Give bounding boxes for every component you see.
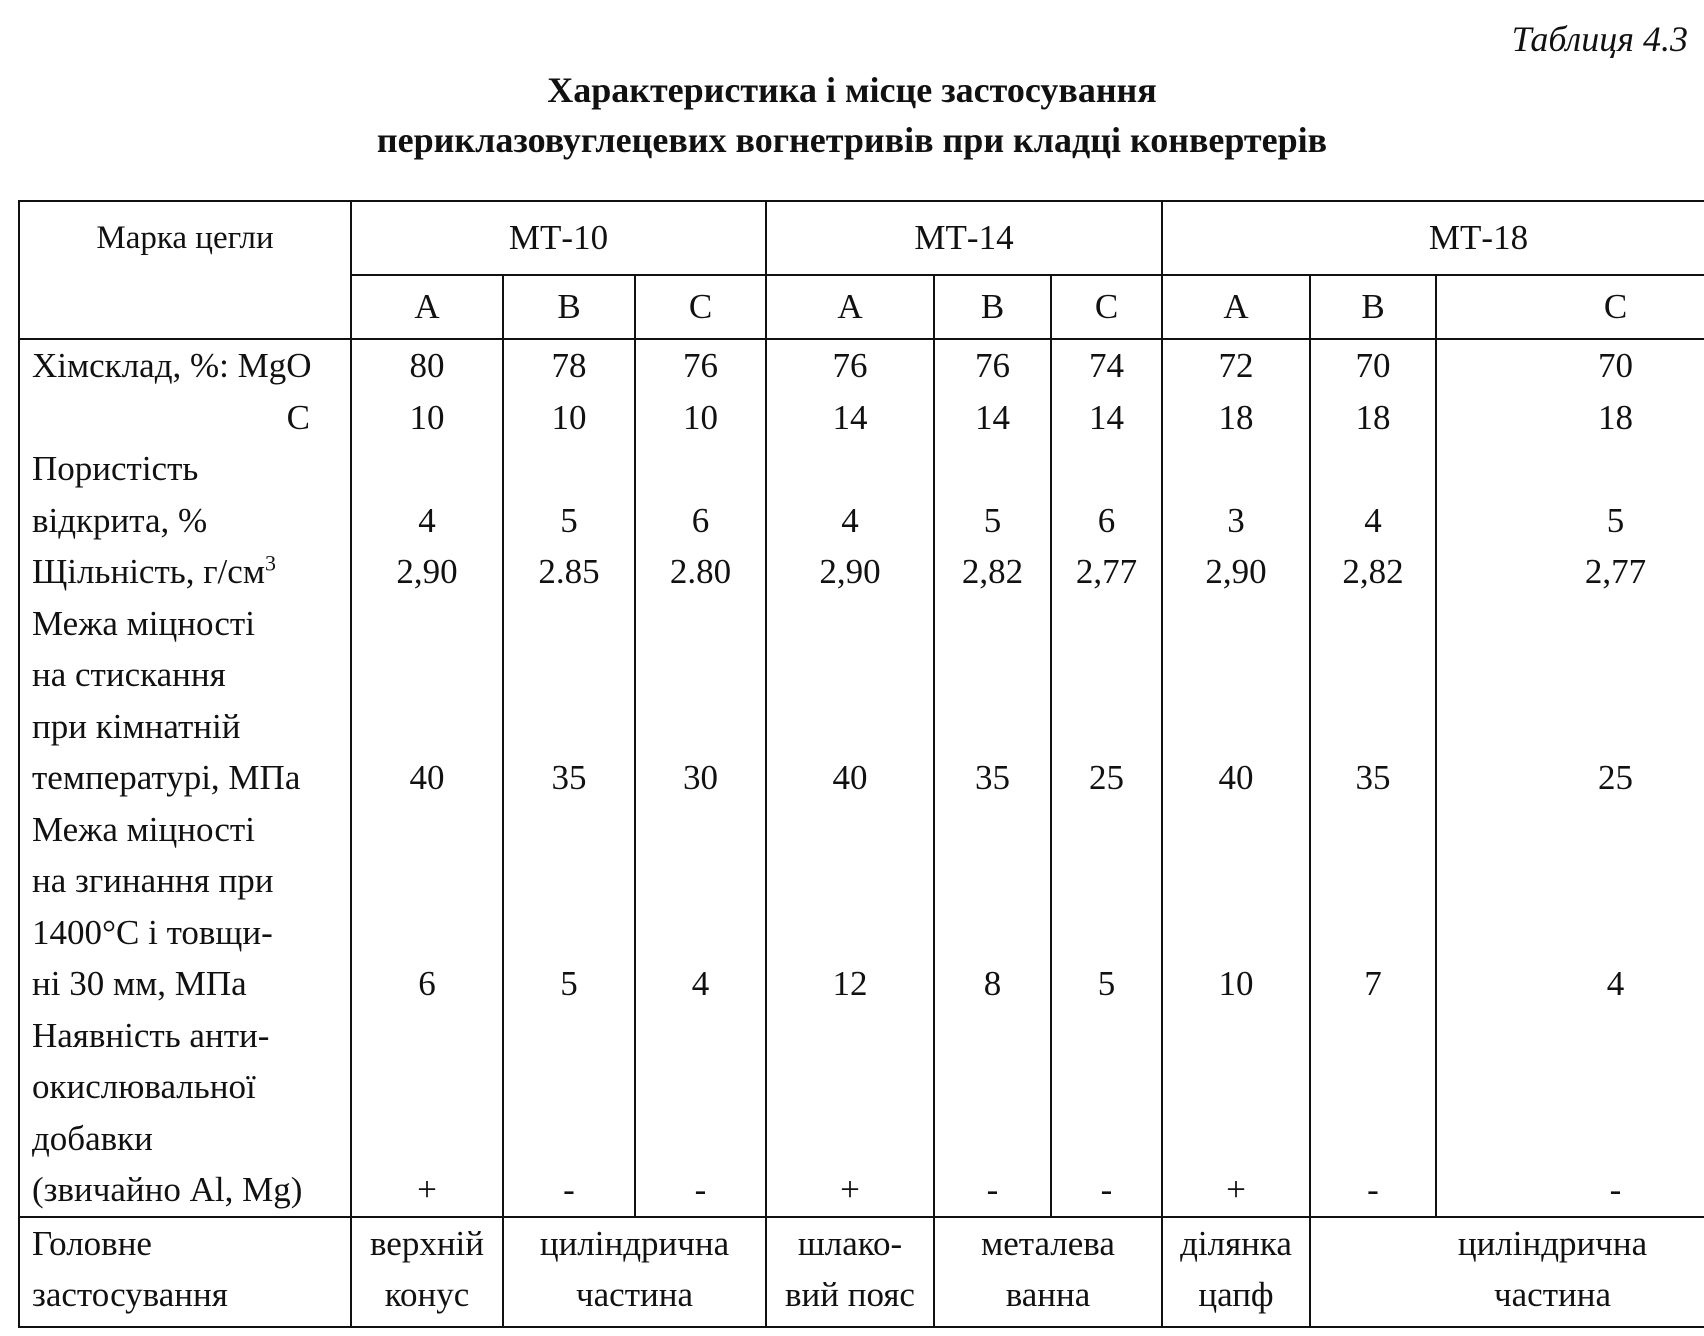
properties-table bbox=[18, 200, 1704, 1328]
value-antioxidant: - bbox=[694, 1170, 707, 1209]
subtype-header: С bbox=[1436, 275, 1704, 339]
usage-text: конус bbox=[384, 1274, 470, 1314]
values-column bbox=[503, 339, 635, 1217]
value-porosity: 4 bbox=[418, 500, 436, 540]
value-antioxidant: - bbox=[986, 1170, 999, 1209]
row-label-carbon: С bbox=[286, 397, 310, 437]
value-carbon: 10 bbox=[551, 397, 587, 437]
value-antioxidant: - bbox=[1100, 1170, 1113, 1209]
value-mgo: 70 bbox=[1355, 346, 1391, 385]
value-density: 2,90 bbox=[1205, 552, 1267, 591]
brand-mt10-header: МТ-10 bbox=[351, 201, 766, 275]
usage-text: металева bbox=[981, 1223, 1115, 1263]
row-label-bending-strength-cont: на згинання при bbox=[32, 861, 274, 900]
value-porosity: 6 bbox=[1097, 500, 1116, 540]
row-label-antioxidant-cont: окислювальної bbox=[32, 1067, 256, 1106]
row-label-bending-strength-cont: 1400°С і товщи- bbox=[32, 912, 273, 952]
row-label-bending-strength-cont: ні 30 мм, МПа bbox=[32, 964, 247, 1003]
values-column bbox=[1436, 339, 1704, 1217]
table-number: Таблиця 4.3 bbox=[1511, 19, 1688, 59]
value-carbon: 10 bbox=[409, 397, 445, 437]
usage-cell bbox=[1310, 1217, 1704, 1327]
main-application-row bbox=[19, 1217, 1704, 1327]
usage-cell bbox=[503, 1217, 766, 1327]
value-carbon: 14 bbox=[832, 397, 868, 437]
value-mgo: 76 bbox=[975, 346, 1010, 385]
row-label-antioxidant: Наявність анти- bbox=[32, 1015, 270, 1055]
value-mgo: 78 bbox=[551, 346, 587, 385]
property-labels-column bbox=[19, 339, 351, 1217]
value-porosity: 6 bbox=[691, 500, 710, 540]
value-mgo: 76 bbox=[683, 346, 718, 385]
usage-text: шлако- bbox=[797, 1223, 903, 1263]
value-density: 2,82 bbox=[961, 552, 1024, 591]
value-porosity: 4 bbox=[841, 500, 859, 540]
usage-label-line: Головне bbox=[32, 1223, 152, 1263]
row-label-mgo: Хімсклад, %: MgO bbox=[32, 346, 312, 385]
subtype-header: А bbox=[766, 275, 934, 339]
value-porosity: 5 bbox=[1606, 500, 1625, 540]
value-density: 2,90 bbox=[396, 552, 458, 591]
usage-text: цапф bbox=[1198, 1274, 1274, 1314]
brick-brand-header: Марка цегли bbox=[19, 201, 351, 339]
value-compressive-strength: 30 bbox=[683, 758, 718, 797]
value-antioxidant: - bbox=[1609, 1170, 1622, 1209]
value-bending-strength: 6 bbox=[418, 964, 436, 1003]
value-compressive-strength: 40 bbox=[1218, 758, 1254, 797]
value-compressive-strength: 35 bbox=[975, 758, 1010, 797]
value-carbon: 18 bbox=[1218, 397, 1254, 437]
value-mgo: 76 bbox=[832, 346, 868, 385]
usage-text: частина bbox=[576, 1274, 693, 1314]
main-application-label bbox=[19, 1217, 351, 1327]
row-label-antioxidant-cont: (звичайно Al, Mg) bbox=[32, 1170, 303, 1209]
row-label-compressive-strength: Межа міцності bbox=[32, 603, 255, 643]
value-bending-strength: 7 bbox=[1364, 964, 1382, 1003]
usage-cell bbox=[934, 1217, 1162, 1327]
value-antioxidant: + bbox=[840, 1170, 860, 1209]
usage-text: частина bbox=[1494, 1274, 1611, 1314]
usage-text: вий пояс bbox=[785, 1274, 915, 1314]
row-label-porosity: Пористість bbox=[32, 449, 199, 488]
value-bending-strength: 10 bbox=[1218, 964, 1254, 1003]
subtype-header: С bbox=[635, 275, 766, 339]
brand-mt18-header: МТ-18 bbox=[1162, 201, 1704, 275]
row-label-porosity-cont: відкрита, % bbox=[32, 500, 208, 540]
value-compressive-strength: 25 bbox=[1598, 758, 1633, 797]
value-mgo: 74 bbox=[1089, 346, 1124, 385]
values-column bbox=[635, 339, 766, 1217]
values-column bbox=[1051, 339, 1162, 1217]
usage-label-line: застосування bbox=[32, 1274, 228, 1314]
subtype-header: В bbox=[934, 275, 1051, 339]
values-column bbox=[351, 339, 503, 1217]
header-row-brands bbox=[19, 201, 1704, 275]
value-compressive-strength: 25 bbox=[1089, 758, 1124, 797]
row-label-density: Щільність, $г/см^3$ bbox=[32, 550, 276, 591]
value-compressive-strength: 40 bbox=[832, 758, 868, 797]
values-column bbox=[1162, 339, 1310, 1217]
usage-text: верхній bbox=[369, 1223, 485, 1263]
value-density: 2,77 bbox=[1584, 552, 1647, 591]
row-label-compressive-strength-cont: на стискання bbox=[32, 655, 226, 694]
value-density: 2,82 bbox=[1342, 552, 1404, 591]
value-porosity: 3 bbox=[1227, 500, 1245, 540]
row-label-compressive-strength-cont: температурі, МПа bbox=[32, 758, 301, 797]
usage-text: циліндрична bbox=[1457, 1223, 1648, 1263]
value-carbon: 14 bbox=[1089, 397, 1124, 437]
value-bending-strength: 12 bbox=[832, 964, 868, 1003]
value-carbon: 18 bbox=[1598, 397, 1633, 437]
value-mgo: 80 bbox=[409, 346, 445, 385]
value-bending-strength: 4 bbox=[691, 964, 710, 1003]
subtype-header: В bbox=[503, 275, 635, 339]
value-compressive-strength: 40 bbox=[409, 758, 445, 797]
value-density: 2,90 bbox=[819, 552, 881, 591]
row-label-bending-strength: Межа міцності bbox=[32, 809, 255, 849]
usage-cell bbox=[351, 1217, 503, 1327]
value-antioxidant: + bbox=[417, 1170, 437, 1209]
usage-text: циліндрична bbox=[539, 1223, 730, 1263]
usage-cell bbox=[1162, 1217, 1310, 1327]
values-column bbox=[766, 339, 934, 1217]
usage-cell bbox=[766, 1217, 934, 1327]
subtype-header: С bbox=[1051, 275, 1162, 339]
value-bending-strength: 5 bbox=[1097, 964, 1116, 1003]
value-mgo: 72 bbox=[1218, 346, 1254, 385]
value-porosity: 4 bbox=[1364, 500, 1382, 540]
subtype-header: А bbox=[1162, 275, 1310, 339]
value-antioxidant: - bbox=[563, 1170, 575, 1209]
value-bending-strength: 5 bbox=[560, 964, 578, 1003]
value-carbon: 10 bbox=[683, 397, 718, 437]
table-title-line-1: Характеристика і місце застосування bbox=[547, 70, 1157, 110]
table-title-line-2: периклазовуглецевих вогнетривів при кладці конвертерів bbox=[376, 120, 1328, 160]
value-bending-strength: 4 bbox=[1606, 964, 1625, 1003]
subtype-header: В bbox=[1310, 275, 1436, 339]
properties-body-row bbox=[19, 339, 1704, 1217]
values-column bbox=[1310, 339, 1436, 1217]
value-porosity: 5 bbox=[560, 500, 578, 540]
row-label-antioxidant-cont: добавки bbox=[32, 1118, 153, 1158]
value-antioxidant: - bbox=[1367, 1170, 1379, 1209]
value-bending-strength: 8 bbox=[983, 964, 1002, 1003]
row-label-compressive-strength-cont: при кімнатній bbox=[32, 706, 241, 746]
value-porosity: 5 bbox=[983, 500, 1002, 540]
brand-mt14-header: МТ-14 bbox=[766, 201, 1162, 275]
value-compressive-strength: 35 bbox=[551, 758, 587, 797]
value-density: 2,77 bbox=[1075, 552, 1138, 591]
value-mgo: 70 bbox=[1598, 346, 1633, 385]
value-compressive-strength: 35 bbox=[1355, 758, 1391, 797]
value-antioxidant: + bbox=[1226, 1170, 1246, 1209]
value-carbon: 18 bbox=[1355, 397, 1391, 437]
value-density: 2.85 bbox=[538, 552, 600, 591]
value-density: 2.80 bbox=[669, 552, 732, 591]
usage-text: ванна bbox=[1005, 1274, 1091, 1314]
subtype-header: А bbox=[351, 275, 503, 339]
values-column bbox=[934, 339, 1051, 1217]
usage-text: ділянка bbox=[1180, 1223, 1292, 1263]
value-carbon: 14 bbox=[975, 397, 1010, 437]
